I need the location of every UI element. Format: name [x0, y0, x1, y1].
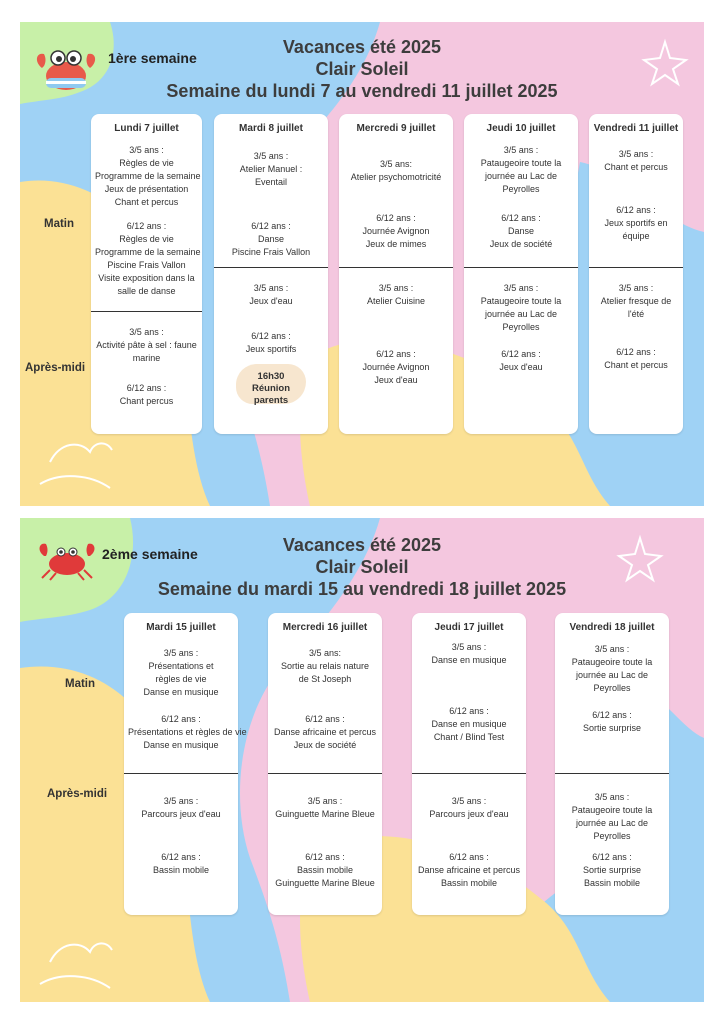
week1-panel: [20, 22, 704, 506]
day-title: Vendredi 18 juillet: [569, 622, 655, 633]
morning-3-5-activities: 3/5 ans : Danse en musique: [431, 642, 507, 665]
period-divider: [268, 773, 382, 774]
afternoon-6-12-activities: 6/12 ans : Chant et percus: [604, 347, 668, 370]
morning-3-5-activities: 3/5 ans : Pataugeoire toute la journée au Lac de Peyrolles: [480, 145, 562, 194]
day-card-wednesday: [268, 613, 382, 915]
period-divider: [555, 773, 669, 774]
morning-6-12-activities: 6/12 ans : Présentations et règles de vie Danse en musique: [128, 714, 247, 750]
parents-meeting-badge: 16h30 Réunion parents: [236, 364, 306, 404]
morning-3-5-activities: 3/5 ans : Présentations et règles de vie Danse en musique: [143, 648, 219, 697]
week-label: 2ème semaine: [102, 546, 198, 562]
week2-panel: [20, 518, 704, 1002]
morning-3-5-activities: 3/5 ans : Chant et percus: [604, 149, 668, 172]
title-line-3: Semaine du mardi 15 au vendredi 18 juillet 2025: [157, 579, 567, 599]
page-title: [20, 534, 704, 600]
afternoon-3-5-activities: 3/5 ans : Guinguette Marine Bleue: [275, 796, 375, 819]
day-title: Mardi 8 juillet: [239, 123, 303, 134]
title-line-2: Clair Soleil: [315, 59, 409, 79]
afternoon-3-5-activities: 3/5 ans : Pataugeoire toute la journée au Lac de Peyrolles: [480, 283, 562, 332]
morning-3-5-activities: 3/5 ans : Règles de vie Programme de la semaine Jeux de présentation Chant et percus: [95, 145, 201, 207]
morning-6-12-activities: 6/12 ans : Règles de vie Programme de la semaine Piscine Frais Vallon Visite exposition dans la salle de danse: [95, 221, 201, 296]
morning-3-5-activities: 3/5 ans: Atelier psychomotricité: [350, 159, 442, 182]
day-title: Mercredi 9 juillet: [356, 123, 436, 134]
afternoon-6-12-activities: 6/12 ans : Bassin mobile Guinguette Marine Bleue: [275, 852, 375, 888]
day-title: Jeudi 10 juillet: [486, 123, 556, 134]
period-divider: [124, 773, 238, 774]
afternoon-6-12-activities: 6/12 ans : Jeux sportifs: [245, 331, 297, 354]
afternoon-3-5-activities: 3/5 ans : Parcours jeux d'eau: [429, 796, 509, 819]
afternoon-3-5-activities: 3/5 ans : Parcours jeux d'eau: [141, 796, 221, 819]
apres-midi-label: Après-midi: [47, 788, 108, 800]
title-line-1: Vacances été 2025: [282, 37, 442, 57]
day-title: Lundi 7 juillet: [114, 123, 179, 134]
day-title: Vendredi 11 juillet: [593, 123, 679, 134]
day-card-tuesday: [124, 613, 247, 915]
morning-3-5-activities: 3/5 ans : Atelier Manuel : Eventail: [239, 151, 303, 187]
afternoon-6-12-activities: 6/12 ans : Chant percus: [119, 383, 174, 406]
afternoon-6-12-activities: 6/12 ans : Jeux d'eau: [499, 349, 543, 372]
day-title: Mercredi 16 juillet: [282, 622, 368, 633]
period-divider: [339, 267, 453, 268]
afternoon-6-12-activities: 6/12 ans : Journée Avignon Jeux d'eau: [362, 349, 430, 385]
morning-3-5-activities: 3/5 ans: Sortie au relais nature de St Joseph: [280, 648, 370, 684]
morning-3-5-activities: 3/5 ans : Pataugeoire toute la journée au Lac de Peyrolles: [571, 644, 653, 693]
matin-label: Matin: [65, 678, 96, 690]
title-line-1: Vacances été 2025: [282, 535, 442, 555]
day-card-tuesday: [214, 114, 328, 434]
day-title: Jeudi 17 juillet: [434, 622, 504, 633]
day-card-wednesday: [339, 114, 453, 434]
afternoon-6-12-activities: 6/12 ans : Bassin mobile: [152, 852, 210, 875]
matin-label: Matin: [44, 218, 75, 230]
apres-midi-label: Après-midi: [25, 362, 86, 374]
day-card-thursday: [464, 114, 578, 434]
period-divider: [91, 311, 202, 312]
period-divider: [464, 267, 578, 268]
morning-6-12-activities: 6/12 ans : Danse Piscine Frais Vallon: [231, 221, 311, 257]
day-card-friday: [555, 613, 669, 915]
morning-6-12-activities: 6/12 ans : Danse en musique Chant / Blind Test: [431, 706, 507, 742]
morning-6-12-activities: 6/12 ans : Danse Jeux de société: [489, 213, 553, 249]
morning-6-12-activities: 6/12 ans : Jeux sportifs en équipe: [604, 205, 668, 241]
day-card-thursday: [412, 613, 526, 915]
afternoon-6-12-activities: 6/12 ans : Sortie surprise Bassin mobile: [582, 852, 642, 888]
afternoon-3-5-activities: 3/5 ans : Pataugeoire toute la journée au Lac de Peyrolles: [571, 792, 653, 841]
week-label: 1ère semaine: [108, 50, 197, 66]
afternoon-3-5-activities: 3/5 ans : Atelier fresque de l'été: [600, 283, 672, 319]
morning-6-12-activities: 6/12 ans : Journée Avignon Jeux de mimes: [362, 213, 430, 249]
period-divider: [412, 773, 526, 774]
morning-6-12-activities: 6/12 ans : Danse africaine et percus Jeux de société: [273, 714, 377, 750]
afternoon-3-5-activities: 3/5 ans : Jeux d'eau: [249, 283, 293, 306]
period-divider: [214, 267, 328, 268]
day-title: Mardi 15 juillet: [146, 622, 216, 633]
afternoon-3-5-activities: 3/5 ans : Activité pâte à sel : faune marine: [96, 327, 197, 363]
afternoon-3-5-activities: 3/5 ans : Atelier Cuisine: [366, 283, 426, 306]
day-card-friday: [589, 114, 683, 434]
day-card-monday: [91, 114, 202, 434]
title-line-2: Clair Soleil: [315, 557, 409, 577]
morning-6-12-activities: 6/12 ans : Sortie surprise: [582, 710, 642, 733]
afternoon-6-12-activities: 6/12 ans : Danse africaine et percus Bassin mobile: [417, 852, 521, 888]
page-title: [20, 36, 704, 102]
title-line-3: Semaine du lundi 7 au vendredi 11 juillet 2025: [166, 81, 558, 101]
period-divider: [589, 267, 683, 268]
